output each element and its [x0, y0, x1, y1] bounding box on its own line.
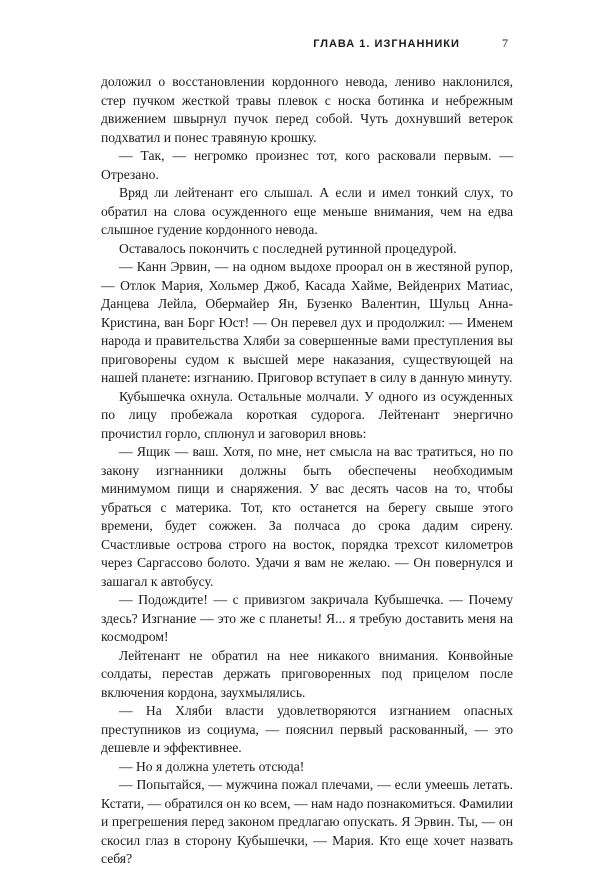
paragraph: Лейтенант не обратил на нее никакого внимания. Конвойные солдаты, перестав держать приговоренных под прицелом после включения кордона, заухмылялись. — [101, 647, 513, 700]
paragraph: Оставалось покончить с последней рутинной процедурой. — [119, 240, 457, 256]
paragraph: — Подождите! — с привизгом закричала Кубышечка. — Почему здесь? Изгнание — это же с планеты! Я... я требую доставить меня на космодром! — [101, 592, 513, 644]
paragraph: Вряд ли лейтенант его слышал. А если и имел тонкий слух, то обратил на слова осужденного еще меньше внимания, чем на едва слышное гудение кордонного невода. — [101, 185, 513, 237]
chapter-title: ГЛАВА 1. ИЗГНАННИКИ — [313, 38, 460, 50]
paragraph: — Попытайся, — мужчина пожал плечами, — если умеешь летать. Кстати, — обратился он ко всем, — нам надо познакомиться. Фамилии и прегрешения перед законом предлагаю опускать. Я Эрвин. Ты, — он скосил глаз в сторону Кубышечки, — Мария. Кто еще хочет назвать себя? — [101, 777, 513, 866]
paragraph: — Ящик — ваш. Хотя, по мне, нет смысла на вас тратиться, но по закону изгнанники должны быть обеспечены необходимым минимумом пищи и снаряжения. У вас десять часов на то, чтобы убраться с материка. Тот, кто останется на берегу свыше этого времени, будет сожжен. За полчаса до срока дадим сирену. Счастливые острова строго на восток, порядка трехсот километров через Саргассово болото. Удачи я вам не желаю. — Он повернулся и зашагал к автобусу. — [101, 444, 513, 589]
body-text — [101, 73, 513, 869]
paragraph: Кубышечка охнула. Остальные молчали. У одного из осужденных по лицу пробежала короткая судорога. Лейтенант энергично прочистил горло, сплюнул и заговорил вновь: — [101, 388, 513, 441]
paragraph: — Канн Эрвин, — на одном выдохе проорал он в жестяной рупор, — Отлок Мария, Хольмер Джоб, Касада Хайме, Вейденрих Матиас, Данцева Лейла, Обермайер Ян, Бузенко Валентин, Шульц Анна-Кристина, ван Борг Юст! — Он перевел дух и продолжил: — Именем народа и правительства Хляби за совершенные вами преступления вы приговорены судом к высшей мере наказания, существующей на нашей планете: изгнанию. Приговор вступает в силу в данную минуту. — [101, 259, 513, 385]
paragraph: — Но я должна улететь отсюда! — [119, 758, 305, 774]
chapter-running-head — [313, 36, 508, 51]
paragraph: — Так, — негромко произнес тот, кого расковали первым. — Отрезано. — [101, 148, 513, 182]
page-number: 7 — [502, 36, 508, 50]
paragraph: доложил о восстановлении кордонного невода, лениво наклонился, стер пучком жесткой травы плевок с носка ботинка и небрежным движением швырнул пучок перед собой. Чуть дохнувший ветерок подхватил и понес травяную крошку. — [101, 74, 513, 145]
paragraph: — На Хляби власти удовлетворяются изгнанием опасных преступников из социума, — пояснил первый раскованный, — это дешевле и эффективнее. — [101, 703, 513, 755]
